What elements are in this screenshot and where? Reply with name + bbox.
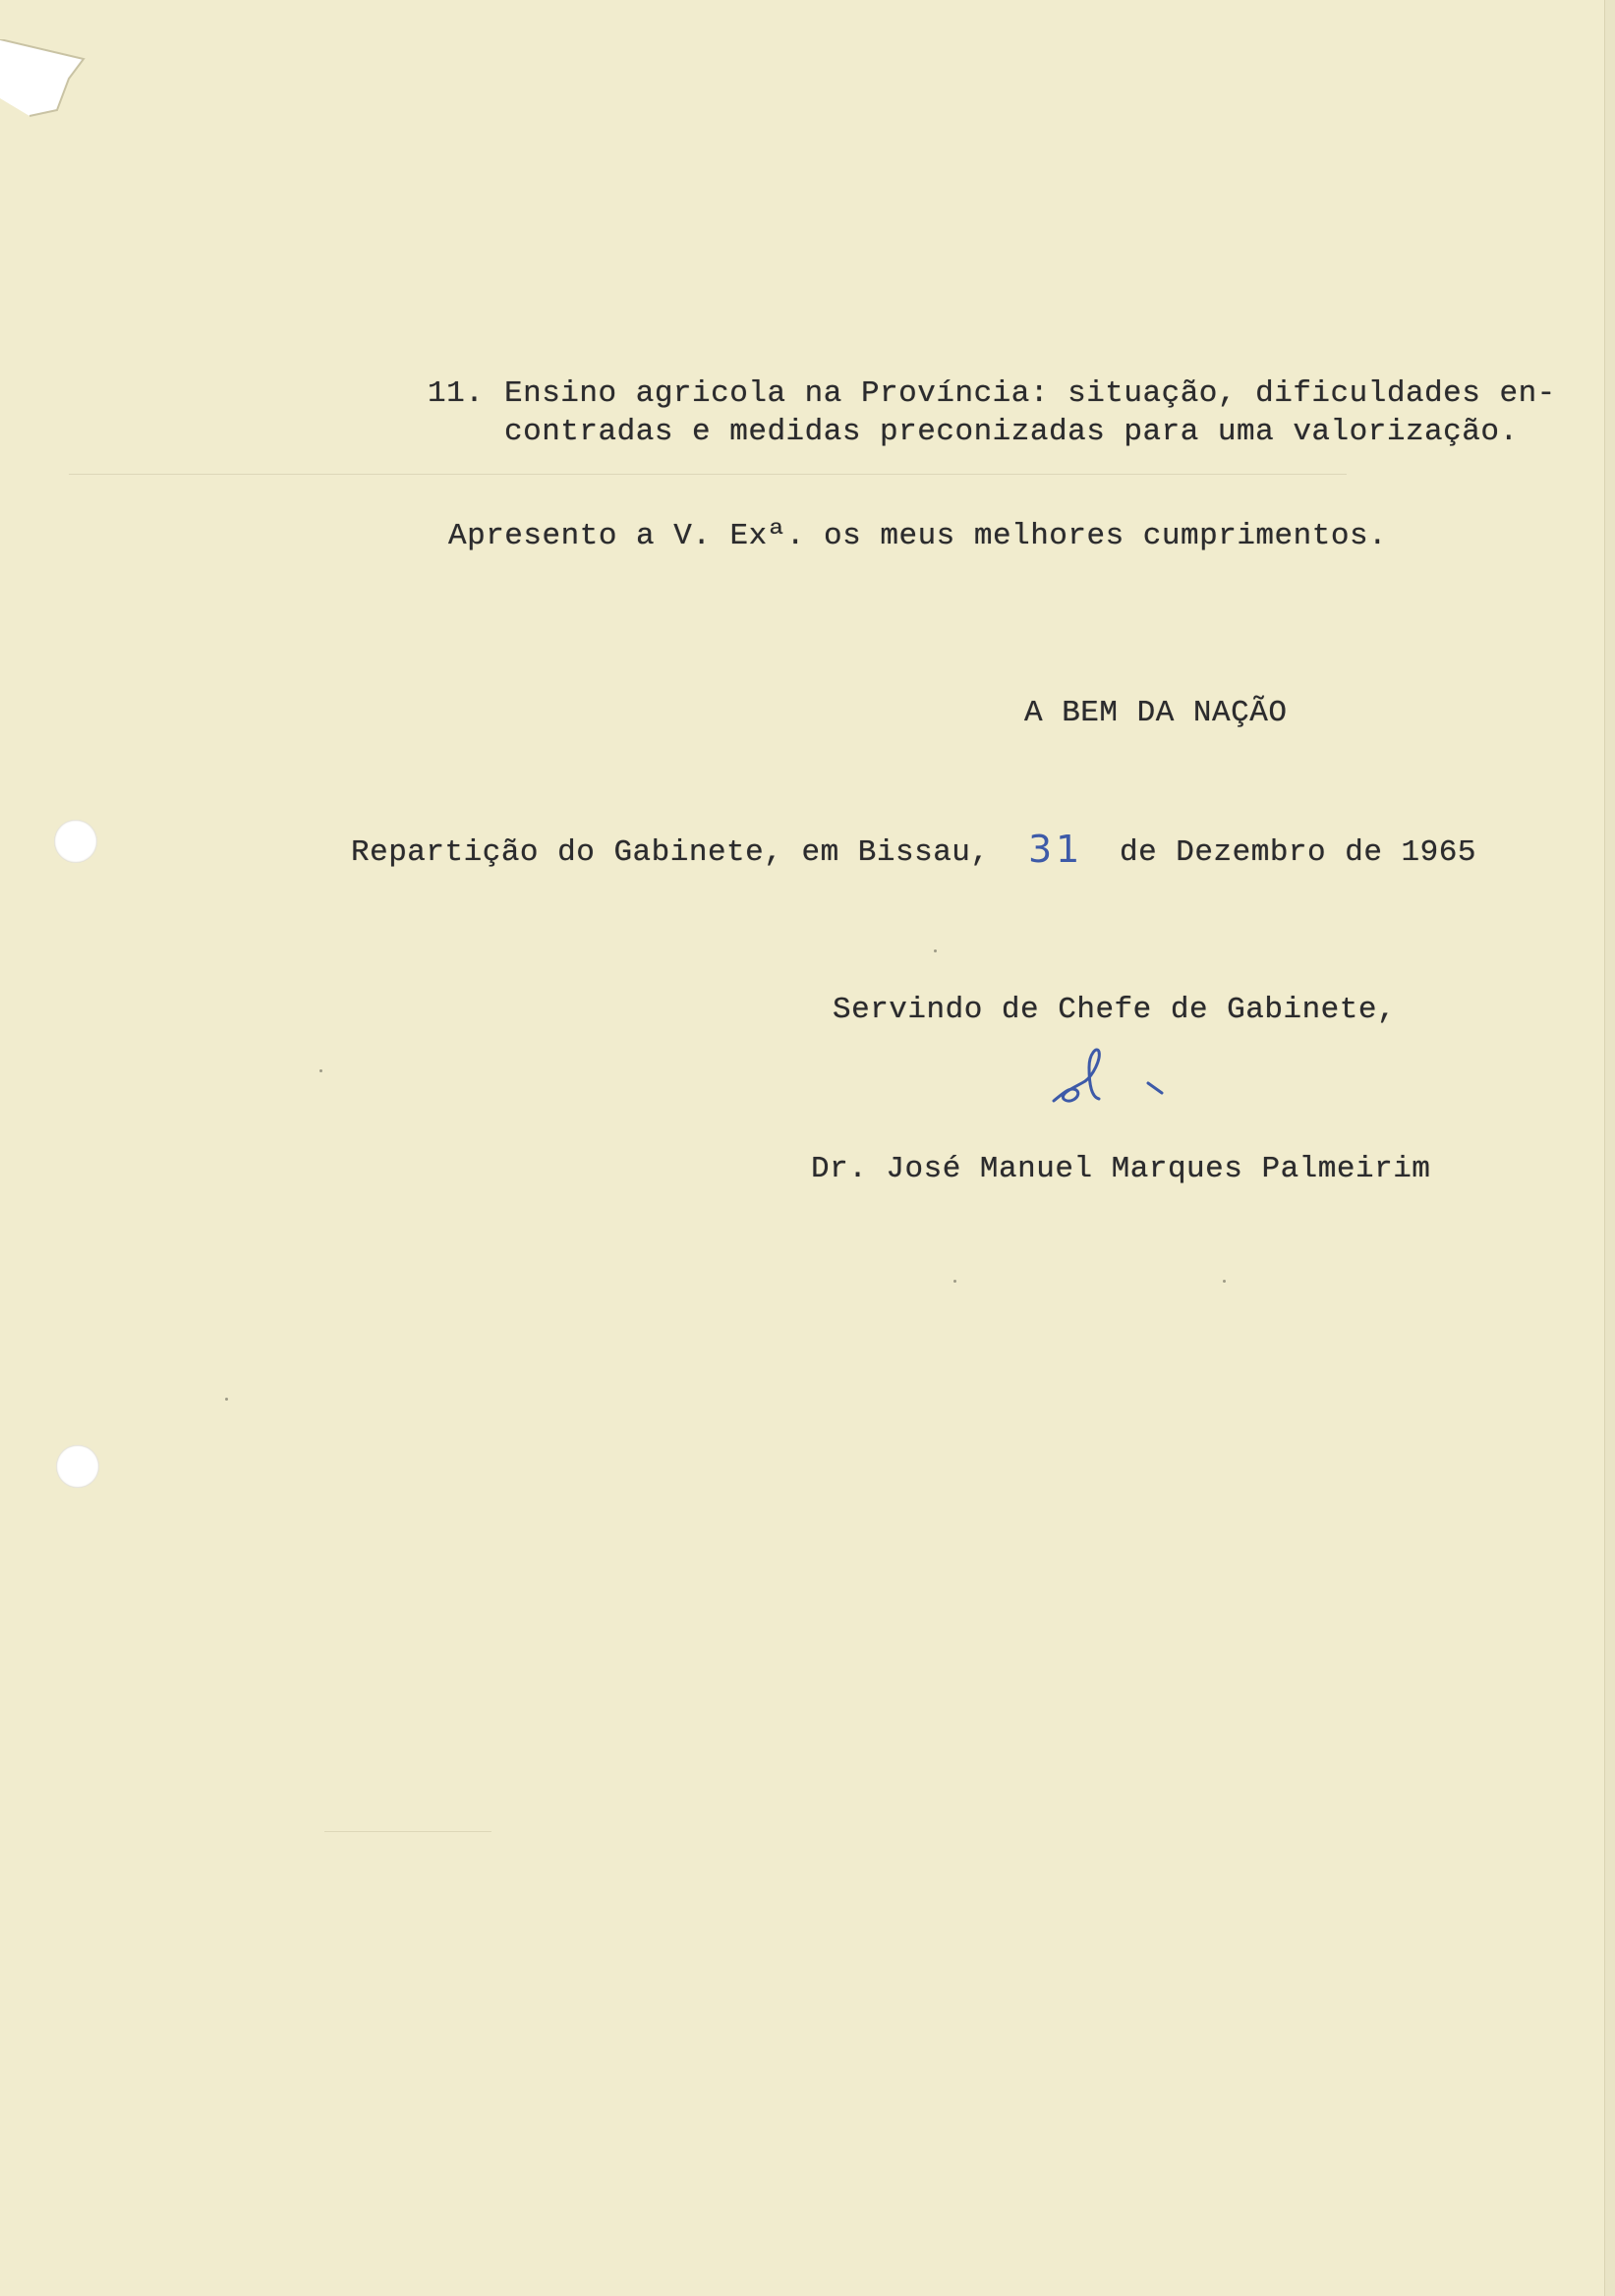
paper-speck	[319, 1069, 322, 1072]
signatory-name: Dr. José Manuel Marques Palmeirim	[811, 1152, 1431, 1186]
item-text-line-1: Ensino agricola na Província: situação, dificuldades en-	[504, 376, 1556, 411]
paper-speck	[1223, 1280, 1226, 1283]
greeting-line: Apresento a V. Exª. os meus melhores cumprimentos.	[448, 519, 1388, 553]
paper-speck	[225, 1398, 228, 1401]
place-date-suffix: de Dezembro de 1965	[1120, 835, 1476, 870]
punch-hole-icon	[54, 820, 97, 863]
item-number: 11.	[428, 376, 485, 411]
paper-crease	[324, 1831, 491, 1832]
signatory-role: Servindo de Chefe de Gabinete,	[833, 993, 1397, 1027]
paper-speck	[953, 1280, 956, 1283]
place-date-prefix: Repartição do Gabinete, em Bissau,	[351, 835, 990, 870]
paper-crease	[69, 474, 1347, 475]
punch-hole-icon	[56, 1445, 99, 1488]
paper-speck	[934, 949, 937, 952]
handwritten-day: 31	[1028, 828, 1084, 871]
corner-tear-icon	[0, 39, 88, 118]
signature-icon	[1042, 1042, 1180, 1120]
motto-line: A BEM DA NAÇÃO	[1024, 696, 1288, 730]
item-text-line-2: contradas e medidas preconizadas para uma valorização.	[504, 415, 1519, 449]
